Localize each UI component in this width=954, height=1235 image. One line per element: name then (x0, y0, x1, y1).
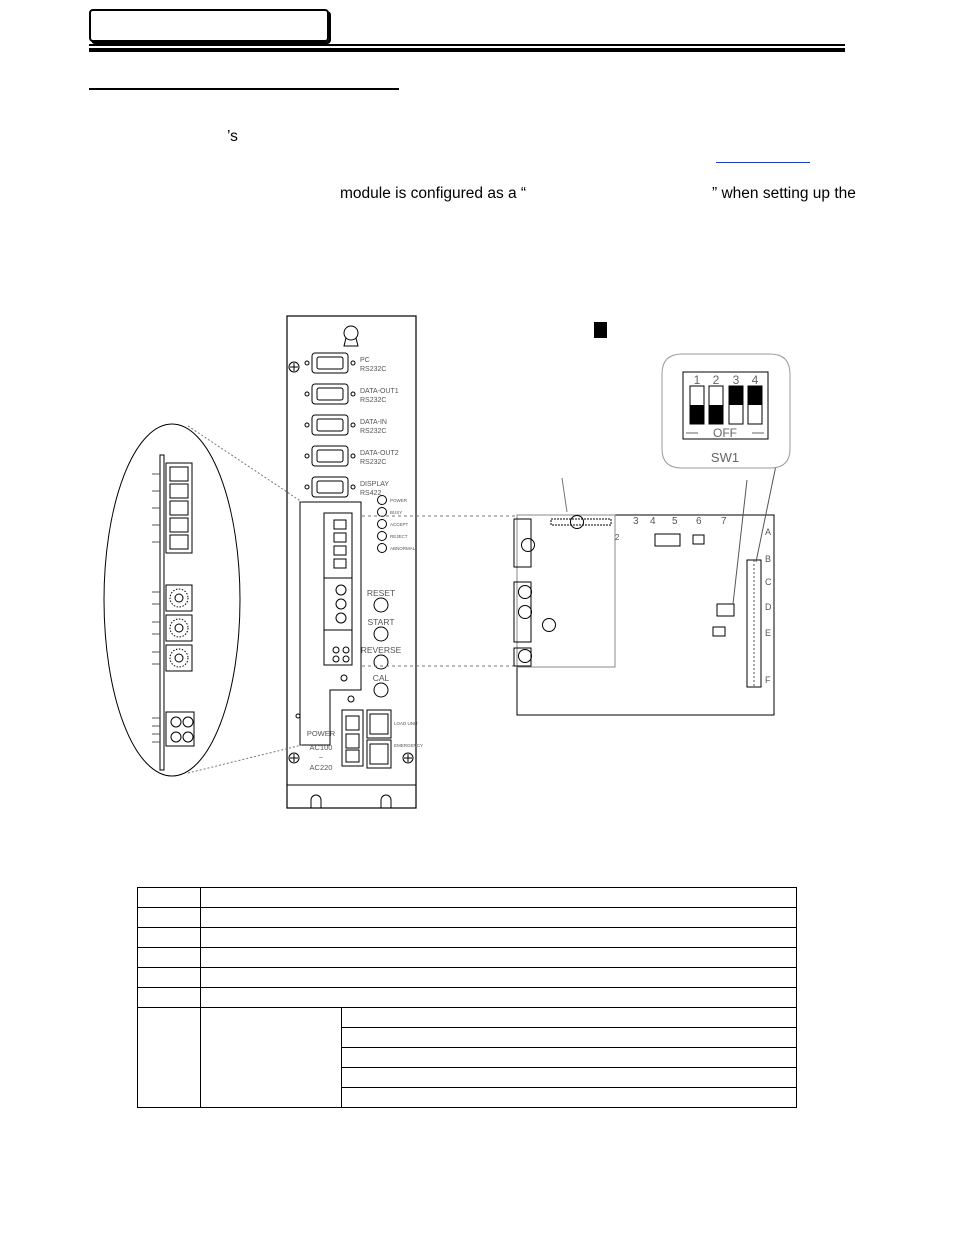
dip-switch-name: SW1 (710, 450, 740, 465)
dip-number: 4 (751, 373, 759, 387)
port-label: DATA-IN (360, 419, 387, 426)
table-cell (138, 968, 201, 988)
port-label: DATA-OUT1 (360, 388, 399, 395)
board-row-letter: F (765, 675, 771, 685)
table-row (138, 1008, 797, 1028)
table-cell (342, 1088, 797, 1108)
board-column-number: 7 (721, 516, 727, 527)
led-label: ABNORMAL (390, 546, 416, 551)
led-label: POWER (390, 498, 408, 503)
port-label: RS232C (360, 428, 387, 435)
port-label: DISPLAY (360, 481, 390, 488)
table-cell (138, 908, 201, 928)
connector-label: LOAD UNIT (394, 721, 419, 726)
port-label: RS422 (360, 490, 382, 497)
table-row (138, 888, 797, 908)
table-row (138, 948, 797, 968)
table-row (138, 968, 797, 988)
table-cell (342, 1008, 797, 1028)
connector-label: EMERGENCY (394, 743, 424, 748)
led-label: BUSY (390, 510, 403, 515)
dip-number: 1 (693, 373, 701, 387)
board-small-label: 2 (615, 533, 620, 542)
table-cell (342, 1068, 797, 1088)
table-row (138, 908, 797, 928)
board-row-letter: B (765, 554, 772, 564)
pcb-outline (517, 515, 774, 715)
board-column-number: 6 (696, 516, 702, 527)
power-label: POWER (306, 729, 336, 738)
table-cell (201, 988, 797, 1008)
table-cell (201, 888, 797, 908)
board-row-letter: A (765, 527, 772, 537)
power-label: AC220 (309, 763, 333, 772)
table-cell (138, 1008, 201, 1108)
spec-table (137, 887, 797, 1108)
table-cell (201, 948, 797, 968)
board-column-number: 4 (650, 516, 656, 527)
table-cell (201, 1008, 342, 1108)
table-cell (138, 948, 201, 968)
screw-icon (289, 362, 413, 763)
led-label: ACCEPT (390, 522, 409, 527)
table-cell (201, 928, 797, 948)
board-column-number: 5 (672, 516, 678, 527)
board-row-letter: C (765, 577, 772, 587)
table-cell (201, 908, 797, 928)
intro-sentence-part2: ” when setting up the (712, 185, 856, 202)
dip-number: 2 (712, 373, 720, 387)
table-cell (201, 968, 797, 988)
port-label: RS232C (360, 397, 387, 404)
table-cell (138, 988, 201, 1008)
button-label: START (367, 617, 395, 627)
intro-apostrophe: ’s (227, 128, 238, 145)
port-label: RS232C (360, 366, 387, 373)
dip-number: 3 (732, 373, 740, 387)
button-label: CAL (372, 673, 390, 683)
dip-off-label: OFF (713, 426, 737, 440)
board-column-number: 3 (633, 516, 639, 527)
button-label: REVERSE (360, 645, 402, 655)
port-label: DATA-OUT2 (360, 450, 399, 457)
table-cell (342, 1048, 797, 1068)
dsub-port-icon (312, 353, 348, 497)
port-label: RS232C (360, 459, 387, 466)
port-label: PC (360, 357, 370, 364)
led-icon (378, 496, 387, 553)
table-cell (138, 928, 201, 948)
table-cell (138, 888, 201, 908)
board-row-letter: D (765, 602, 772, 612)
table-row (138, 988, 797, 1008)
zoom-ellipse (104, 424, 240, 776)
intro-sentence-part1: module is configured as a “ (340, 185, 527, 202)
table-cell (342, 1028, 797, 1048)
button-label: RESET (366, 588, 396, 598)
led-label: REJECT (390, 534, 408, 539)
power-label: ~ (318, 753, 324, 762)
table-row (138, 928, 797, 948)
power-label: AC100 (309, 743, 333, 752)
board-row-letter: E (765, 628, 772, 638)
